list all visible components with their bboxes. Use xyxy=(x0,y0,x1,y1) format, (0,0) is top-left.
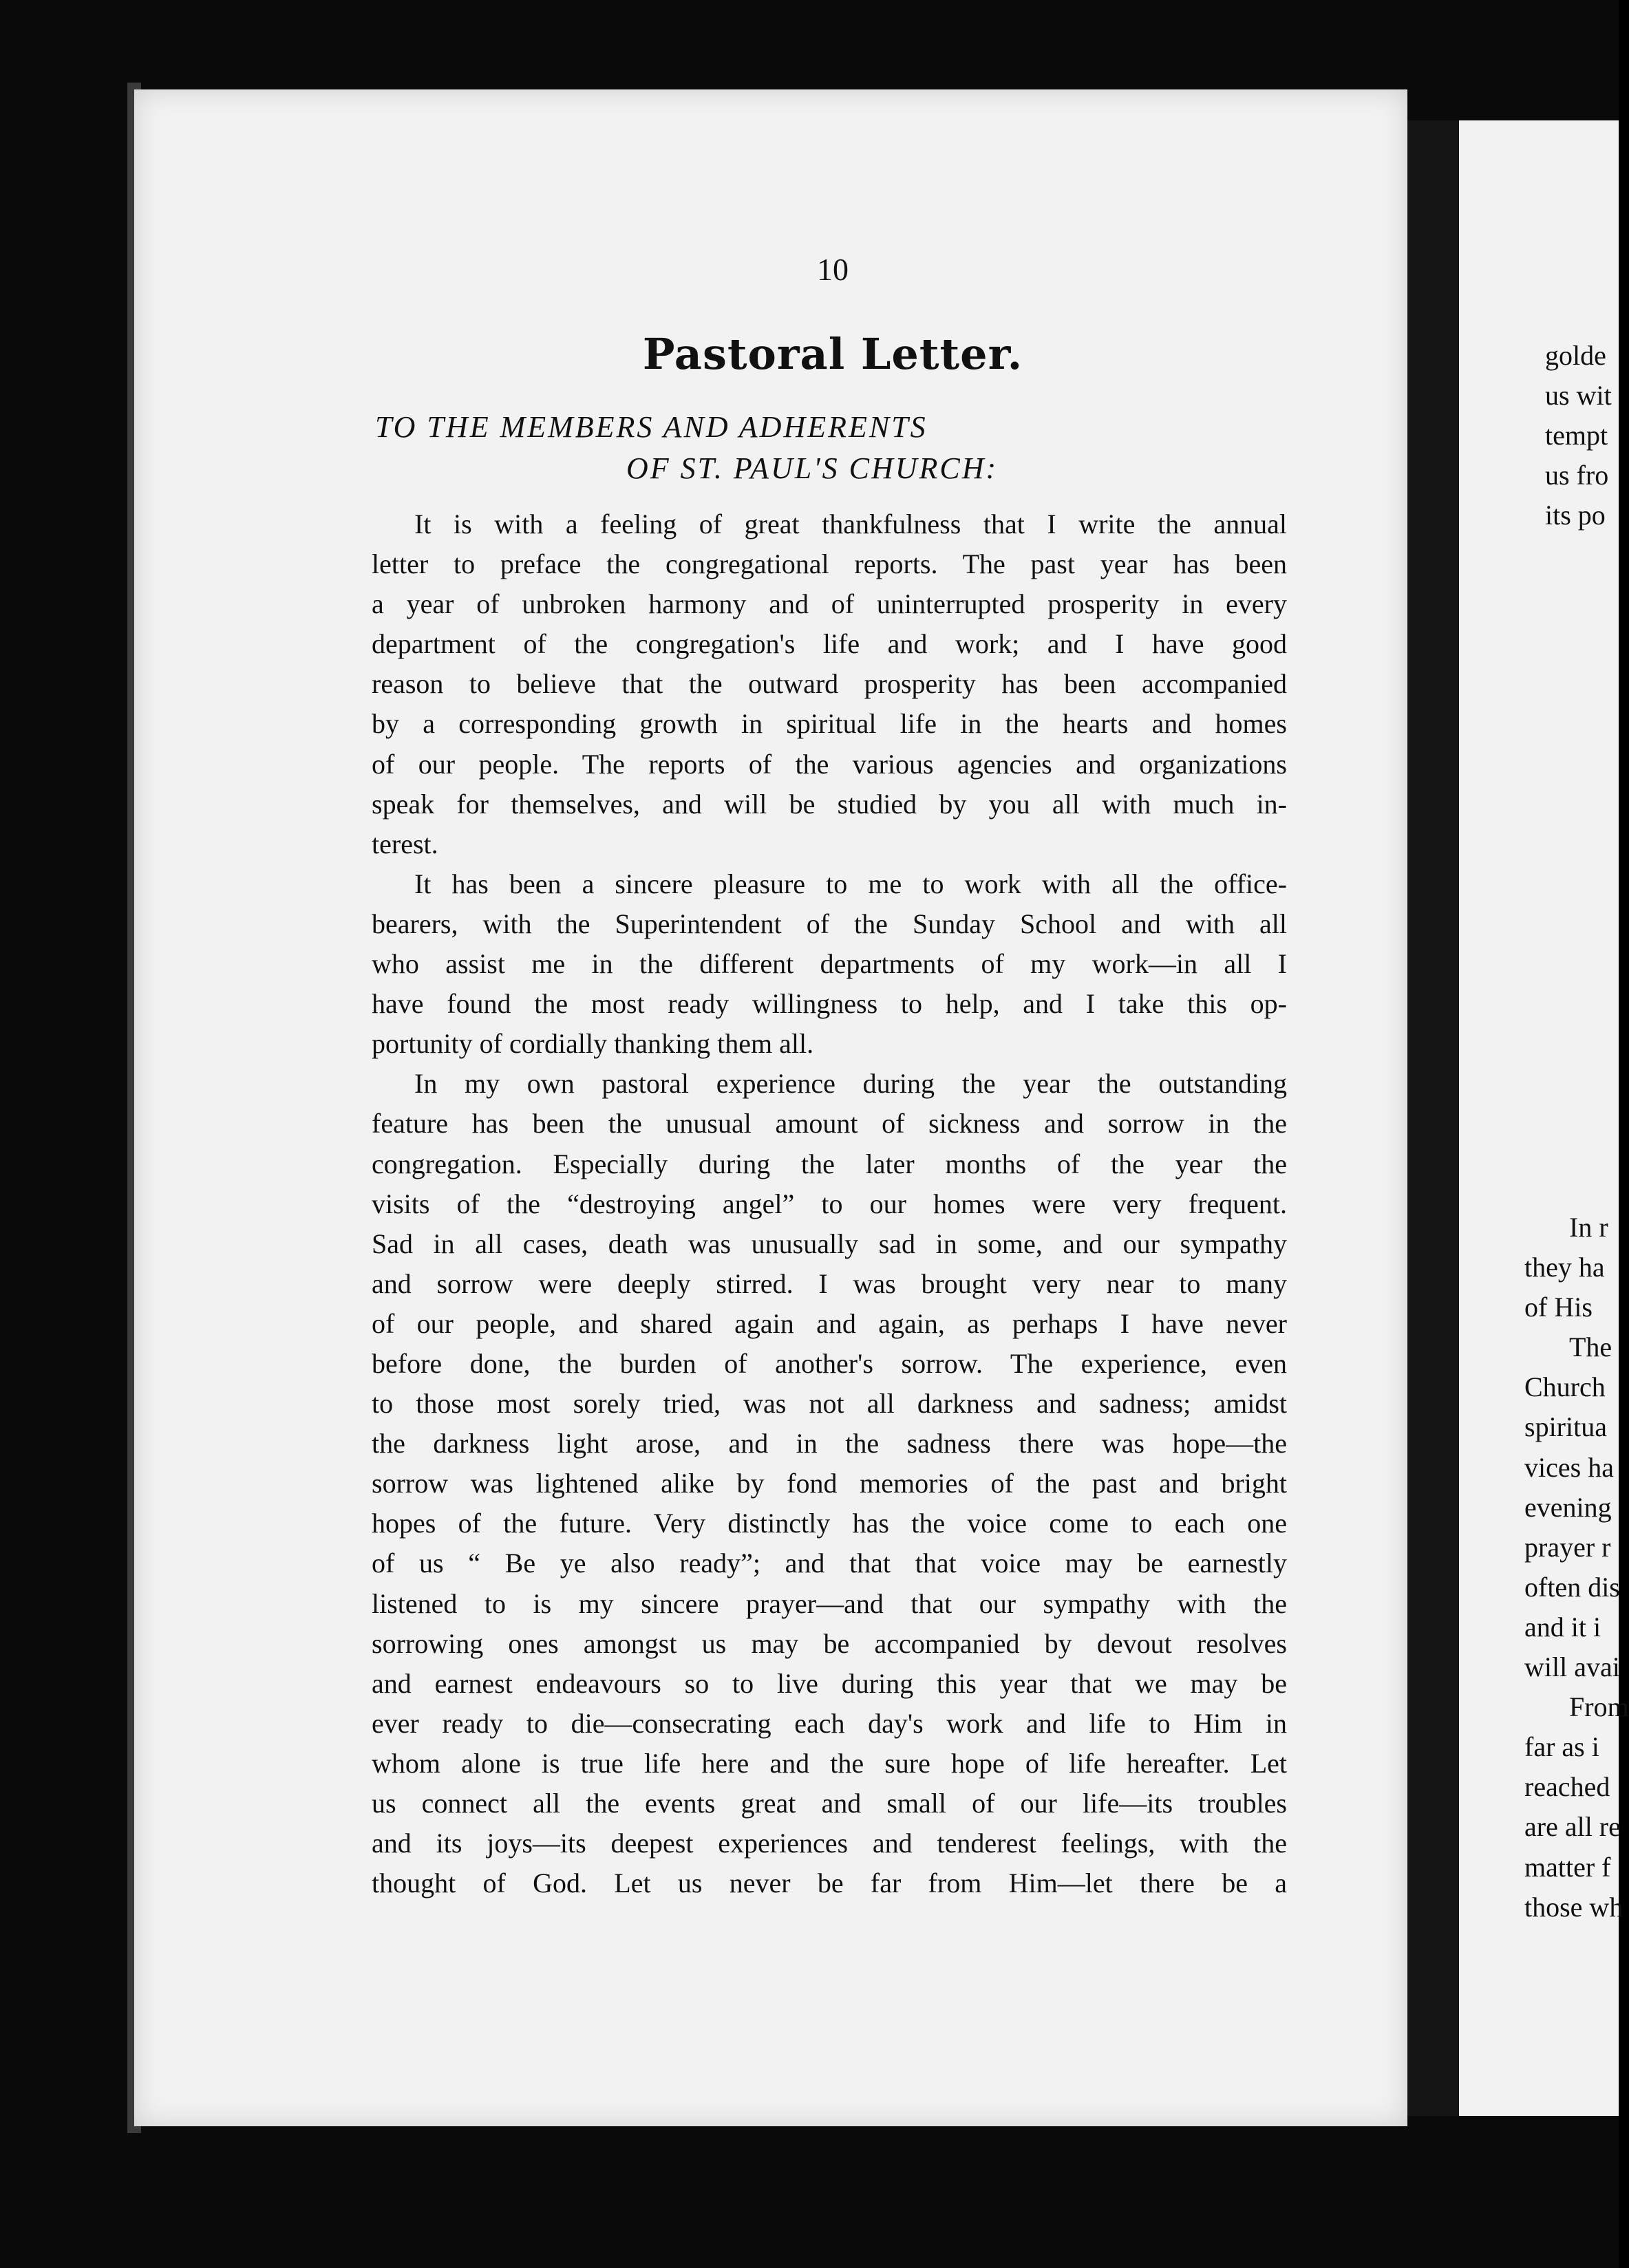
book-gutter xyxy=(1407,120,1459,2116)
right-page-text-line: evening xyxy=(1524,1491,1612,1523)
text-line: and sorrow were deeply stirred. I was brought very near to many xyxy=(372,1267,1287,1299)
right-page-text-line: golde xyxy=(1545,340,1606,371)
text-line: of our people. The reports of the various agencies and organizations xyxy=(372,748,1287,780)
text-line: a year of unbroken harmony and of uninterrupted prosperity in every xyxy=(372,588,1287,620)
right-page-text-line: us wit xyxy=(1545,380,1612,411)
right-page-text-line: vices ha xyxy=(1524,1451,1614,1483)
right-page-top-text xyxy=(1545,336,1612,535)
text-line: whom alone is true life here and the sure hope of life hereafter. Let xyxy=(372,1747,1287,1779)
right-page-text-line: will avai xyxy=(1524,1651,1620,1683)
right-page-text-line: The xyxy=(1569,1331,1612,1363)
text-line: sorrow was lightened alike by fond memories of the past and bright xyxy=(372,1468,1287,1499)
text-line: feature has been the unusual amount of sickness and sorrow in the xyxy=(372,1108,1287,1140)
right-page-text-line: matter f xyxy=(1524,1851,1611,1883)
salutation-line-1: TO THE MEMBERS AND ADHERENTS xyxy=(375,410,928,444)
right-page-bottom-text xyxy=(1524,1208,1629,1927)
text-line: department of the congregation's life and work; and I have good xyxy=(372,628,1287,660)
text-line: of our people, and shared again and again, as perhaps I have never xyxy=(372,1307,1287,1339)
text-line: visits of the “destroying angel” to our homes were very frequent. xyxy=(372,1188,1287,1219)
text-line: letter to preface the congregational reports. The past year has been xyxy=(372,548,1287,580)
text-line: In my own pastoral experience during the year the outstanding xyxy=(414,1068,1287,1100)
right-page-text-line: those wh xyxy=(1524,1891,1623,1923)
right-page-text-line: are all re xyxy=(1524,1811,1621,1843)
right-page-text-line: they ha xyxy=(1524,1252,1605,1283)
right-page-text-line: Church xyxy=(1524,1371,1606,1403)
text-line: sorrowing ones amongst us may be accompanied by devout resolves xyxy=(372,1627,1287,1659)
right-page-text-line: tempt xyxy=(1545,420,1608,451)
right-page-text-line: its po xyxy=(1545,500,1606,531)
right-page-text-line: often dis xyxy=(1524,1571,1620,1603)
text-line: congregation. Especially during the later months of the year the xyxy=(372,1148,1287,1179)
right-page-text-line: and it i xyxy=(1524,1611,1601,1643)
text-line: the darkness light arose, and in the sadness there was hope—the xyxy=(372,1428,1287,1459)
text-line: by a corresponding growth in spiritual life in the hearts and homes xyxy=(372,708,1287,740)
page-title: Pastoral Letter. xyxy=(642,329,1023,379)
text-line: before done, the burden of another's sorrow. The experience, even xyxy=(372,1347,1287,1379)
text-line: hopes of the future. Very distinctly has the voice come to each one xyxy=(372,1508,1287,1539)
text-line: portunity of cordially thanking them all. xyxy=(372,1028,814,1060)
text-line: of us “ Be ye also ready”; and that that voice may be earnestly xyxy=(372,1548,1287,1579)
right-page-text-line: From xyxy=(1569,1691,1629,1723)
text-line: terest. xyxy=(372,828,438,859)
text-line: us connect all the events great and small of our life—its troubles xyxy=(372,1788,1287,1819)
right-page-text-line: of His xyxy=(1524,1292,1593,1323)
text-line: listened to is my sincere prayer—and that our sympathy with the xyxy=(372,1587,1287,1619)
text-line: It has been a sincere pleasure to me to work with all the office- xyxy=(414,868,1287,899)
text-line: speak for themselves, and will be studied by you all with much in- xyxy=(372,788,1287,820)
right-page-text-line: spiritua xyxy=(1524,1411,1607,1443)
text-line: It is with a feeling of great thankfulness that I write the annual xyxy=(414,509,1287,539)
text-line: reason to believe that the outward prosperity has been accompanied xyxy=(372,668,1287,700)
right-page-text-line: far as i xyxy=(1524,1731,1599,1763)
text-line: and earnest endeavours so to live during this year that we may be xyxy=(372,1667,1287,1699)
text-line: Sad in all cases, death was unusually sad in some, and our sympathy xyxy=(372,1228,1287,1259)
text-line: have found the most ready willingness to help, and I take this op- xyxy=(372,988,1287,1020)
text-line: ever ready to die—consecrating each day's work and life to Him in xyxy=(372,1707,1287,1739)
text-line: who assist me in the different departments of my work—in all I xyxy=(372,948,1287,980)
text-line: thought of God. Let us never be far from Him—let there be a xyxy=(372,1868,1287,1899)
right-page-text-line: In r xyxy=(1569,1212,1608,1243)
right-page-text-line: reached xyxy=(1524,1771,1610,1803)
right-page-text-line: us fro xyxy=(1545,460,1609,491)
letter-body xyxy=(372,504,1287,1903)
text-line: to those most sorely tried, was not all darkness and sadness; amidst xyxy=(372,1388,1287,1420)
text-line: and its joys—its deepest experiences and tenderest feelings, with the xyxy=(372,1828,1287,1859)
right-page-text-line: prayer r xyxy=(1524,1531,1611,1563)
page-number: 10 xyxy=(817,252,849,287)
text-line: bearers, with the Superintendent of the Sunday School and with all xyxy=(372,908,1287,939)
salutation-line-2: OF ST. PAUL'S CHURCH: xyxy=(626,451,999,485)
